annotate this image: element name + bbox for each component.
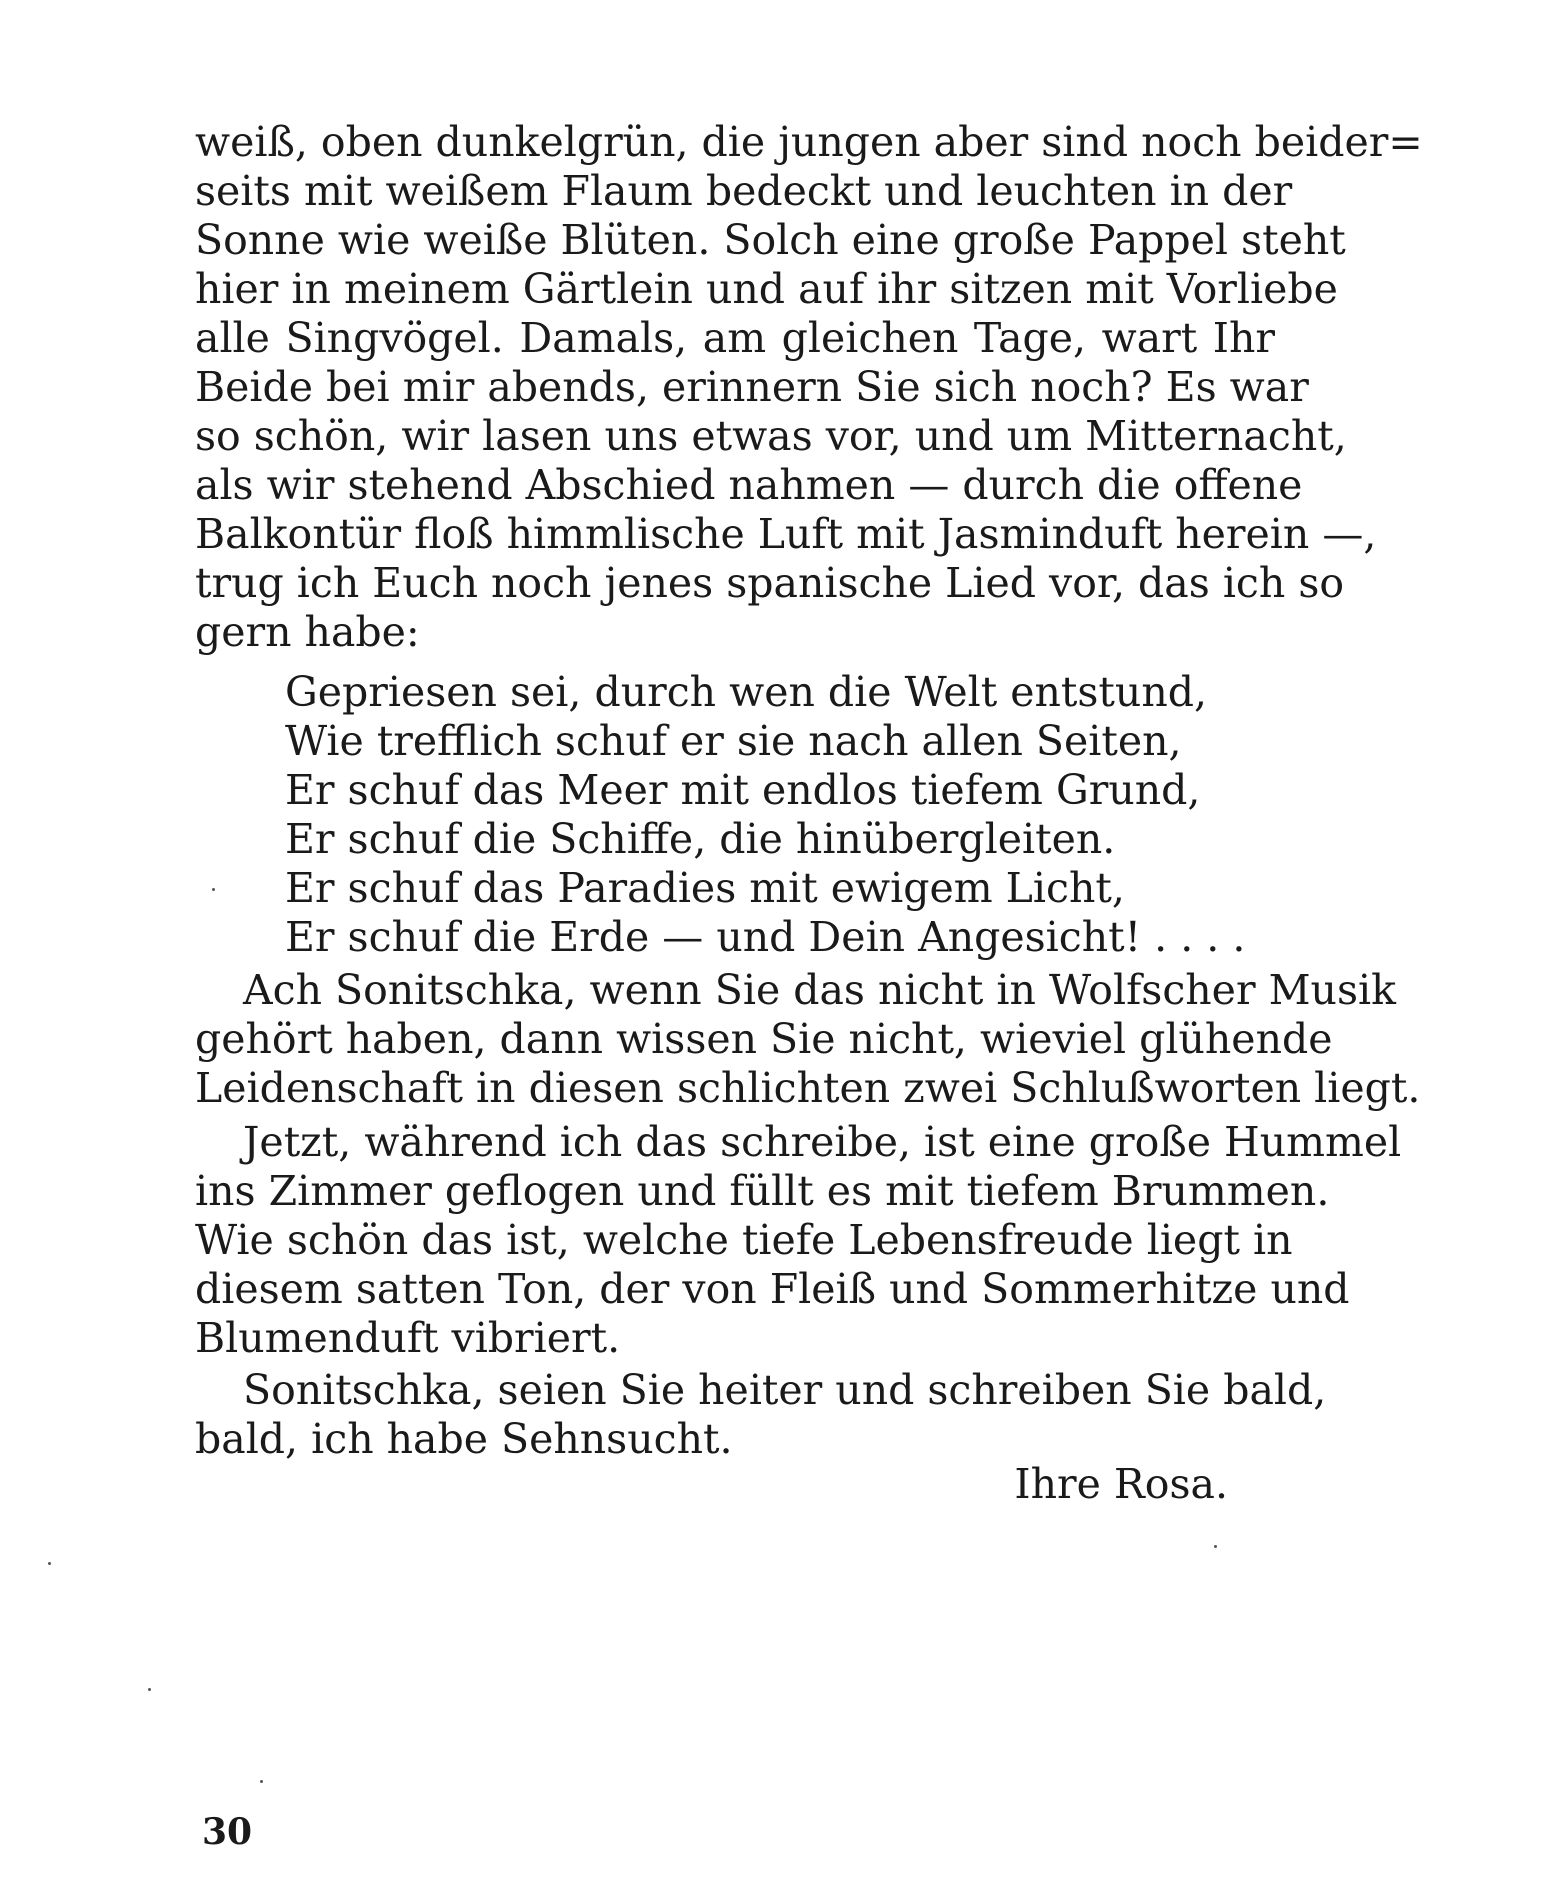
text-line: Beide bei mir abends, erinnern Sie sich noch? Es war [195, 363, 1309, 411]
text-line: trug ich Euch noch jenes spanische Lied vor, das ich so [195, 559, 1345, 607]
verse-line: Er schuf die Erde — und Dein Angesicht! . . . . [285, 913, 1246, 961]
verse-line: Er schuf die Schiffe, die hinübergleiten. [285, 815, 1116, 863]
text-line: Blumenduft vibriert. [195, 1314, 621, 1362]
verse-line: Er schuf das Meer mit endlos tiefem Grund, [285, 766, 1201, 814]
text-line: diesem satten Ton, der von Fleiß und Sommerhitze und [195, 1265, 1350, 1313]
verse-line: Gepriesen sei, durch wen die Welt entstund, [285, 668, 1207, 716]
scan-speck [148, 1688, 151, 1691]
text-line: Ach Sonitschka, wenn Sie das nicht in Wolfscher Musik [243, 966, 1396, 1014]
text-line: hier in meinem Gärtlein und auf ihr sitzen mit Vorliebe [195, 265, 1338, 313]
text-line: Jetzt, während ich das schreibe, ist eine große Hummel [243, 1118, 1402, 1166]
text-line: als wir stehend Abschied nahmen — durch die offene [195, 461, 1303, 509]
text-line: Sonitschka, seien Sie heiter und schreiben Sie bald, [243, 1366, 1327, 1414]
scan-speck [48, 1562, 51, 1565]
text-line: Wie schön das ist, welche tiefe Lebensfreude liegt in [195, 1216, 1293, 1264]
signature: Ihre Rosa. [1014, 1460, 1228, 1508]
verse-block [285, 668, 1275, 962]
scan-speck [212, 888, 215, 891]
text-line: alle Singvögel. Damals, am gleichen Tage, wart Ihr [195, 314, 1275, 362]
scan-speck [1214, 1545, 1217, 1548]
page-number: 30 [202, 1811, 253, 1853]
text-line: ins Zimmer geflogen und füllt es mit tiefem Brummen. [195, 1167, 1330, 1215]
paragraph-closing [195, 1366, 1327, 1464]
text-line: gern habe: [195, 608, 420, 656]
text-line: seits mit weißem Flaum bedeckt und leuchten in der [195, 167, 1293, 215]
text-line: bald, ich habe Sehnsucht. [195, 1415, 733, 1463]
text-line: Sonne wie weiße Blüten. Solch eine große Pappel steht [195, 216, 1346, 264]
paragraph-music [195, 966, 1421, 1113]
text-line: gehört haben, dann wissen Sie nicht, wieviel glühende [195, 1015, 1333, 1063]
verse-line: Wie trefflich schuf er sie nach allen Seiten, [285, 717, 1182, 765]
text-line: Balkontür floß himmlische Luft mit Jasminduft herein —, [195, 510, 1377, 558]
text-line: Leidenschaft in diesen schlichten zwei Schlußworten liegt. [195, 1064, 1421, 1112]
verse-line: Er schuf das Paradies mit ewigem Licht, [285, 864, 1125, 912]
scan-speck [260, 1780, 263, 1783]
text-line: weiß, oben dunkelgrün, die jungen aber sind noch beider= [195, 118, 1423, 166]
opening-paragraph [195, 118, 1423, 657]
text-line: so schön, wir lasen uns etwas vor, und um Mitternacht, [195, 412, 1347, 460]
paragraph-bumblebee [195, 1118, 1402, 1363]
